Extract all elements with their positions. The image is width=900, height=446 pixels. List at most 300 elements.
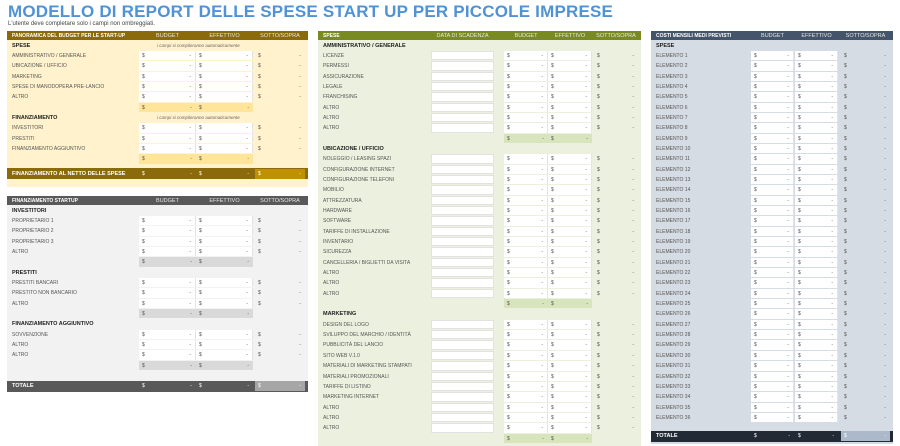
actual-input[interactable] <box>795 392 838 401</box>
budget-input[interactable] <box>504 423 548 432</box>
cell-value: - <box>632 363 634 370</box>
currency-symbol: $ <box>199 104 202 111</box>
actual-input[interactable] <box>795 268 838 277</box>
currency-symbol: $ <box>597 114 600 121</box>
budget-input[interactable] <box>751 278 794 287</box>
cell-value: - <box>787 249 789 256</box>
budget-input[interactable] <box>751 372 794 381</box>
budget-input[interactable] <box>751 268 794 277</box>
due-date-input[interactable] <box>431 258 494 267</box>
actual-input[interactable] <box>548 403 592 412</box>
due-date-input[interactable] <box>431 382 494 391</box>
actual-input[interactable] <box>795 113 838 122</box>
currency-symbol: $ <box>142 331 145 338</box>
budget-input[interactable] <box>139 226 196 235</box>
budget-input[interactable] <box>751 289 794 298</box>
due-date-input[interactable] <box>431 175 494 184</box>
cell-value: - <box>246 228 248 235</box>
actual-input[interactable] <box>196 144 253 153</box>
due-date-input[interactable] <box>431 237 494 246</box>
line-item-row <box>318 112 641 122</box>
subtotal-row <box>7 360 308 370</box>
due-date-input[interactable] <box>431 392 494 401</box>
due-date-input[interactable] <box>431 289 494 298</box>
currency-symbol: $ <box>597 363 600 370</box>
budget-input[interactable] <box>751 51 794 60</box>
cell-value: - <box>246 331 248 338</box>
budget-input[interactable] <box>504 403 548 412</box>
cell-value: - <box>831 239 833 246</box>
actual-input[interactable] <box>795 51 838 60</box>
budget-input[interactable] <box>751 392 794 401</box>
actual-input[interactable] <box>795 185 838 194</box>
actual-input[interactable] <box>548 423 592 432</box>
currency-symbol: $ <box>551 166 554 173</box>
cell-value: - <box>246 63 248 70</box>
actual-input[interactable] <box>548 268 592 277</box>
cell-value: - <box>585 290 587 297</box>
budget-input[interactable] <box>751 237 794 246</box>
budget-input[interactable] <box>139 92 196 101</box>
due-date-input[interactable] <box>431 278 494 287</box>
budget-input[interactable] <box>504 351 548 360</box>
variance-value <box>841 258 890 267</box>
due-date-input[interactable] <box>431 92 494 101</box>
actual-input[interactable] <box>196 226 253 235</box>
currency-symbol: $ <box>507 249 510 256</box>
currency-symbol: $ <box>507 373 510 380</box>
currency-symbol: $ <box>798 228 801 235</box>
budget-input[interactable] <box>504 82 548 91</box>
actual-input[interactable] <box>795 289 838 298</box>
actual-input[interactable] <box>795 382 838 391</box>
cell-value: - <box>246 248 248 255</box>
budget-input[interactable] <box>504 320 548 329</box>
currency-symbol: $ <box>844 73 847 80</box>
actual-input[interactable] <box>548 372 592 381</box>
currency-symbol: $ <box>844 197 847 204</box>
actual-input[interactable] <box>196 51 253 60</box>
cell-value: - <box>632 290 634 297</box>
cell-value: - <box>585 321 587 328</box>
column-header-effettivo: EFFETTIVO <box>801 33 832 39</box>
actual-input[interactable] <box>196 61 253 70</box>
line-item-row <box>651 392 893 402</box>
actual-input[interactable] <box>196 92 253 101</box>
budget-input[interactable] <box>751 92 794 101</box>
cell-value: - <box>831 114 833 121</box>
cell-value: - <box>632 404 634 411</box>
due-date-input[interactable] <box>431 320 494 329</box>
actual-input[interactable] <box>548 320 592 329</box>
budget-input[interactable] <box>504 372 548 381</box>
actual-input[interactable] <box>548 413 592 422</box>
budget-input[interactable] <box>751 154 794 163</box>
budget-input[interactable] <box>751 175 794 184</box>
line-item-label: MARKETING <box>12 73 42 80</box>
budget-input[interactable] <box>504 175 548 184</box>
cell-value: - <box>246 217 248 224</box>
actual-input[interactable] <box>795 196 838 205</box>
due-date-input[interactable] <box>431 185 494 194</box>
actual-input[interactable] <box>196 123 253 132</box>
due-date-input[interactable] <box>431 154 494 163</box>
budget-input[interactable] <box>139 278 196 287</box>
currency-symbol: $ <box>142 248 145 255</box>
currency-symbol: $ <box>258 125 261 132</box>
actual-input[interactable] <box>795 372 838 381</box>
actual-input[interactable] <box>196 82 253 91</box>
cell-value: - <box>190 104 192 111</box>
budget-input[interactable] <box>139 51 196 60</box>
actual-input[interactable] <box>548 123 592 132</box>
actual-input[interactable] <box>795 82 838 91</box>
line-item-row <box>651 309 893 319</box>
currency-symbol: $ <box>551 342 554 349</box>
actual-input[interactable] <box>795 103 838 112</box>
actual-input[interactable] <box>795 351 838 360</box>
budget-input[interactable] <box>139 330 196 339</box>
budget-input[interactable] <box>751 113 794 122</box>
due-date-input[interactable] <box>431 123 494 132</box>
budget-input[interactable] <box>504 278 548 287</box>
budget-input[interactable] <box>504 154 548 163</box>
actual-input[interactable] <box>548 175 592 184</box>
actual-input[interactable] <box>795 340 838 349</box>
due-date-input[interactable] <box>431 103 494 112</box>
budget-input[interactable] <box>504 289 548 298</box>
budget-input[interactable] <box>504 227 548 236</box>
cell-value: - <box>246 290 248 297</box>
currency-symbol: $ <box>754 394 757 401</box>
budget-input[interactable] <box>504 382 548 391</box>
budget-input[interactable] <box>751 206 794 215</box>
currency-symbol: $ <box>507 239 510 246</box>
cell-value: - <box>884 218 886 225</box>
budget-input[interactable] <box>751 61 794 70</box>
budget-input[interactable] <box>751 196 794 205</box>
actual-input[interactable] <box>795 413 838 422</box>
actual-input[interactable] <box>548 227 592 236</box>
budget-input[interactable] <box>504 216 548 225</box>
currency-symbol: $ <box>142 362 145 369</box>
line-item-row <box>318 92 641 102</box>
budget-input[interactable] <box>139 247 196 256</box>
actual-input[interactable] <box>795 361 838 370</box>
budget-input[interactable] <box>504 113 548 122</box>
actual-input[interactable] <box>548 278 592 287</box>
currency-symbol: $ <box>844 166 847 173</box>
actual-input[interactable] <box>795 227 838 236</box>
budget-input[interactable] <box>751 165 794 174</box>
budget-input[interactable] <box>751 247 794 256</box>
budget-input[interactable] <box>751 299 794 308</box>
budget-input[interactable] <box>504 330 548 339</box>
actual-input[interactable] <box>548 392 592 401</box>
actual-input[interactable] <box>196 72 253 81</box>
actual-input[interactable] <box>795 92 838 101</box>
budget-input[interactable] <box>751 123 794 132</box>
currency-symbol: $ <box>507 259 510 266</box>
actual-input[interactable] <box>548 351 592 360</box>
cell-value: - <box>787 332 789 339</box>
actual-input[interactable] <box>548 154 592 163</box>
line-item-label: ELEMENTO 10 <box>656 145 691 152</box>
budget-input[interactable] <box>504 268 548 277</box>
budget-input[interactable] <box>751 134 794 143</box>
currency-symbol: $ <box>844 125 847 132</box>
budget-input[interactable] <box>751 82 794 91</box>
actual-input[interactable] <box>196 299 253 308</box>
due-date-input[interactable] <box>431 72 494 81</box>
variance-value <box>841 299 890 308</box>
actual-input[interactable] <box>196 134 253 143</box>
budget-input[interactable] <box>139 82 196 91</box>
cell-value: - <box>299 135 301 142</box>
budget-input[interactable] <box>751 72 794 81</box>
actual-input[interactable] <box>196 247 253 256</box>
budget-input[interactable] <box>139 123 196 132</box>
budget-input[interactable] <box>504 123 548 132</box>
budget-input[interactable] <box>504 237 548 246</box>
due-date-input[interactable] <box>431 165 494 174</box>
due-date-input[interactable] <box>431 361 494 370</box>
actual-input[interactable] <box>548 258 592 267</box>
budget-input[interactable] <box>504 206 548 215</box>
budget-input[interactable] <box>751 351 794 360</box>
actual-input[interactable] <box>196 237 253 246</box>
actual-input[interactable] <box>795 123 838 132</box>
cell-value: - <box>788 433 790 440</box>
actual-input[interactable] <box>548 165 592 174</box>
actual-input[interactable] <box>795 299 838 308</box>
currency-symbol: $ <box>551 228 554 235</box>
actual-input[interactable] <box>548 382 592 391</box>
budget-input[interactable] <box>504 196 548 205</box>
actual-subtotal <box>196 361 253 370</box>
budget-input[interactable] <box>139 340 196 349</box>
actual-input[interactable] <box>795 258 838 267</box>
currency-symbol: $ <box>258 228 261 235</box>
budget-input[interactable] <box>504 392 548 401</box>
budget-input[interactable] <box>504 413 548 422</box>
budget-input[interactable] <box>139 299 196 308</box>
budget-input[interactable] <box>504 258 548 267</box>
actual-input[interactable] <box>548 82 592 91</box>
cell-value: - <box>247 156 249 163</box>
currency-symbol: $ <box>142 52 145 59</box>
budget-input[interactable] <box>504 247 548 256</box>
currency-symbol: $ <box>258 217 261 224</box>
actual-input[interactable] <box>196 288 253 297</box>
budget-input[interactable] <box>504 103 548 112</box>
cell-value: - <box>299 279 301 286</box>
currency-symbol: $ <box>551 363 554 370</box>
due-date-input[interactable] <box>431 113 494 122</box>
cell-value: - <box>632 104 634 111</box>
actual-input[interactable] <box>548 185 592 194</box>
actual-input[interactable] <box>795 216 838 225</box>
budget-input[interactable] <box>751 185 794 194</box>
actual-input[interactable] <box>795 330 838 339</box>
line-item-row <box>651 371 893 381</box>
variance-value <box>841 216 890 225</box>
due-date-input[interactable] <box>431 351 494 360</box>
actual-input[interactable] <box>196 278 253 287</box>
due-date-input[interactable] <box>431 196 494 205</box>
due-date-input[interactable] <box>431 423 494 432</box>
actual-input[interactable] <box>548 330 592 339</box>
budget-input[interactable] <box>751 227 794 236</box>
due-date-input[interactable] <box>431 247 494 256</box>
budget-input[interactable] <box>751 330 794 339</box>
actual-input[interactable] <box>548 61 592 70</box>
line-item-label: ELEMENTO 16 <box>656 208 691 214</box>
cell-value: - <box>787 290 789 297</box>
line-item-label: ELEMENTO 34 <box>656 394 691 401</box>
actual-input[interactable] <box>548 103 592 112</box>
budget-input[interactable] <box>139 216 196 225</box>
actual-input[interactable] <box>196 330 253 339</box>
due-date-input[interactable] <box>431 330 494 339</box>
budget-input[interactable] <box>751 413 794 422</box>
actual-input[interactable] <box>795 309 838 318</box>
due-date-input[interactable] <box>431 51 494 60</box>
budget-input[interactable] <box>139 237 196 246</box>
actual-input[interactable] <box>795 403 838 412</box>
cell-value: - <box>831 228 833 235</box>
budget-input[interactable] <box>504 340 548 349</box>
budget-input[interactable] <box>751 309 794 318</box>
budget-input[interactable] <box>751 361 794 370</box>
due-date-input[interactable] <box>431 206 494 215</box>
cell-value: - <box>831 373 833 380</box>
actual-input[interactable] <box>795 237 838 246</box>
line-item-row <box>651 288 893 298</box>
currency-symbol: $ <box>258 300 261 307</box>
line-item-row <box>651 61 893 71</box>
cell-value: - <box>787 270 789 277</box>
actual-input[interactable] <box>795 320 838 329</box>
currency-symbol: $ <box>551 208 554 214</box>
currency-symbol: $ <box>798 135 801 142</box>
budget-input[interactable] <box>751 144 794 153</box>
actual-input[interactable] <box>196 340 253 349</box>
due-date-input[interactable] <box>431 340 494 349</box>
variance-value <box>255 226 305 235</box>
budget-input[interactable] <box>139 350 196 359</box>
column-header-effettivo: EFFETTIVO <box>554 33 586 39</box>
due-date-input[interactable] <box>431 372 494 381</box>
budget-input[interactable] <box>751 258 794 267</box>
actual-input[interactable] <box>548 216 592 225</box>
due-date-input[interactable] <box>431 216 494 225</box>
actual-input[interactable] <box>548 289 592 298</box>
budget-input[interactable] <box>751 382 794 391</box>
currency-symbol: $ <box>844 373 847 380</box>
budget-input[interactable] <box>751 340 794 349</box>
line-item-row <box>7 246 308 256</box>
actual-input[interactable] <box>548 247 592 256</box>
budget-input[interactable] <box>504 92 548 101</box>
budget-input[interactable] <box>139 72 196 81</box>
actual-input[interactable] <box>795 278 838 287</box>
actual-input[interactable] <box>548 113 592 122</box>
budget-input[interactable] <box>504 361 548 370</box>
currency-symbol: $ <box>199 145 202 152</box>
actual-input[interactable] <box>795 247 838 256</box>
actual-input[interactable] <box>196 350 253 359</box>
budget-input[interactable] <box>139 61 196 70</box>
due-date-input[interactable] <box>431 61 494 70</box>
cell-value: - <box>189 217 191 224</box>
due-date-input[interactable] <box>431 227 494 236</box>
budget-input[interactable] <box>751 403 794 412</box>
actual-input[interactable] <box>795 134 838 143</box>
due-date-input[interactable] <box>431 403 494 412</box>
actual-input[interactable] <box>795 175 838 184</box>
due-date-input[interactable] <box>431 268 494 277</box>
line-item-label: ELEMENTO 6 <box>656 104 688 111</box>
variance-value <box>841 361 890 370</box>
due-date-input[interactable] <box>431 413 494 422</box>
actual-input[interactable] <box>795 61 838 70</box>
currency-symbol: $ <box>142 83 145 90</box>
cell-value: - <box>831 125 833 132</box>
budget-input[interactable] <box>751 216 794 225</box>
actual-input[interactable] <box>548 206 592 215</box>
actual-input[interactable] <box>548 361 592 370</box>
due-date-input[interactable] <box>431 82 494 91</box>
actual-input[interactable] <box>196 216 253 225</box>
line-item-row <box>651 154 893 164</box>
budget-input[interactable] <box>504 61 548 70</box>
budget-total <box>751 431 794 441</box>
currency-symbol: $ <box>798 125 801 132</box>
cell-value: - <box>585 63 587 70</box>
subtotal-row <box>318 433 641 443</box>
budget-input[interactable] <box>139 144 196 153</box>
actual-input[interactable] <box>548 72 592 81</box>
actual-input[interactable] <box>795 144 838 153</box>
actual-input[interactable] <box>795 154 838 163</box>
budget-input[interactable] <box>504 51 548 60</box>
currency-symbol: $ <box>844 342 847 349</box>
actual-input[interactable] <box>548 340 592 349</box>
budget-input[interactable] <box>139 134 196 143</box>
actual-input[interactable] <box>795 165 838 174</box>
budget-input[interactable] <box>751 320 794 329</box>
actual-input[interactable] <box>795 72 838 81</box>
budget-input[interactable] <box>504 165 548 174</box>
budget-input[interactable] <box>751 103 794 112</box>
budget-input[interactable] <box>139 288 196 297</box>
cell-value: - <box>189 228 191 235</box>
budget-input[interactable] <box>504 185 548 194</box>
actual-input[interactable] <box>548 237 592 246</box>
budget-input[interactable] <box>504 72 548 81</box>
actual-input[interactable] <box>795 206 838 215</box>
variance-value <box>594 351 638 360</box>
actual-input[interactable] <box>548 51 592 60</box>
actual-input[interactable] <box>548 92 592 101</box>
section-heading-label: MARKETING <box>323 311 357 318</box>
variance-value <box>594 82 638 91</box>
currency-symbol: $ <box>844 383 847 390</box>
currency-symbol: $ <box>258 83 261 90</box>
cell-value: - <box>246 279 248 286</box>
actual-input[interactable] <box>548 196 592 205</box>
